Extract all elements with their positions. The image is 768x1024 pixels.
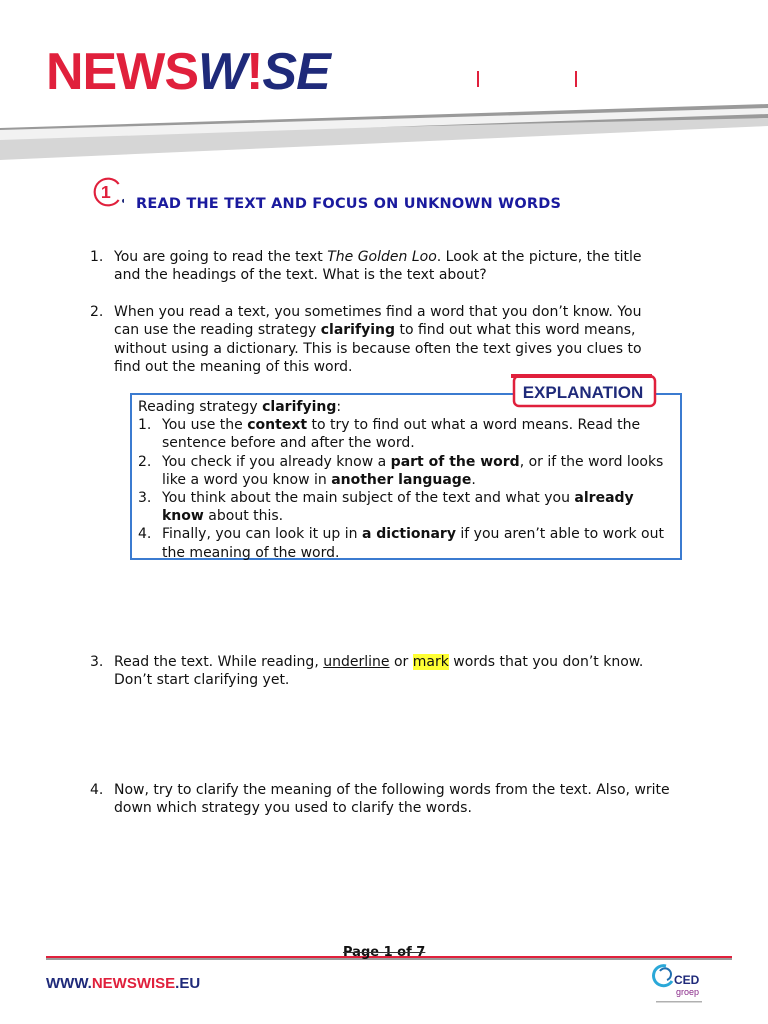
section-number-badge <box>92 176 124 208</box>
svg-text:1: 1 <box>100 182 111 203</box>
footer-website-link[interactable]: WWW.NEWSWISE.EU <box>46 975 201 992</box>
svg-text:EXPLANATION: EXPLANATION <box>522 383 644 402</box>
question-3: 3. Read the text. While reading, underline or mark words that you don’t know. Don’t start clarifying yet. <box>90 654 644 689</box>
explanation-badge <box>511 374 657 408</box>
section-title: READ THE TEXT AND FOCUS ON UNKNOWN WORDS <box>136 196 562 212</box>
underline-example: underline <box>323 654 390 670</box>
explanation-item: 2. You check if you already know a part of the word, or if the word looks like a word you know in another language. <box>138 453 664 488</box>
svg-text:CED: CED <box>674 973 700 987</box>
question-1: 1. You are going to read the text The Golden Loo. Look at the picture, the title and the headings of the text. What is the text about? <box>90 249 642 284</box>
explanation-item: 4. Finally, you can look it up in a dictionary if you aren’t able to work out the meaning of the word. <box>138 526 664 561</box>
question-2: 2. When you read a text, you sometimes find a word that you don’t know. You can use the reading strategy clarifying to find out what this word means, without using a dictionary. This is because often the text gives you clues to find out the meaning of this word. <box>90 304 642 375</box>
ced-groep-logo <box>652 963 712 1007</box>
header-divider <box>477 71 479 87</box>
explanation-box <box>130 393 682 560</box>
svg-text:groep: groep <box>676 987 700 997</box>
mark-example: mark <box>412 654 449 670</box>
newswise-logo: NEWSW!SE <box>46 43 330 101</box>
page-number: Page 1 of 7 <box>343 945 426 960</box>
question-4: 4. Now, try to clarify the meaning of the following words from the text. Also, write down which strategy you used to clarify the words. <box>90 782 670 817</box>
header-divider <box>575 71 577 87</box>
explanation-intro: Reading strategy clarifying: <box>138 399 342 415</box>
explanation-item: 1. You use the context to try to find out what a word means. Read the sentence before and after the word. <box>138 417 641 452</box>
explanation-item: 3. You think about the main subject of the text and what you already know about this. <box>138 490 634 525</box>
